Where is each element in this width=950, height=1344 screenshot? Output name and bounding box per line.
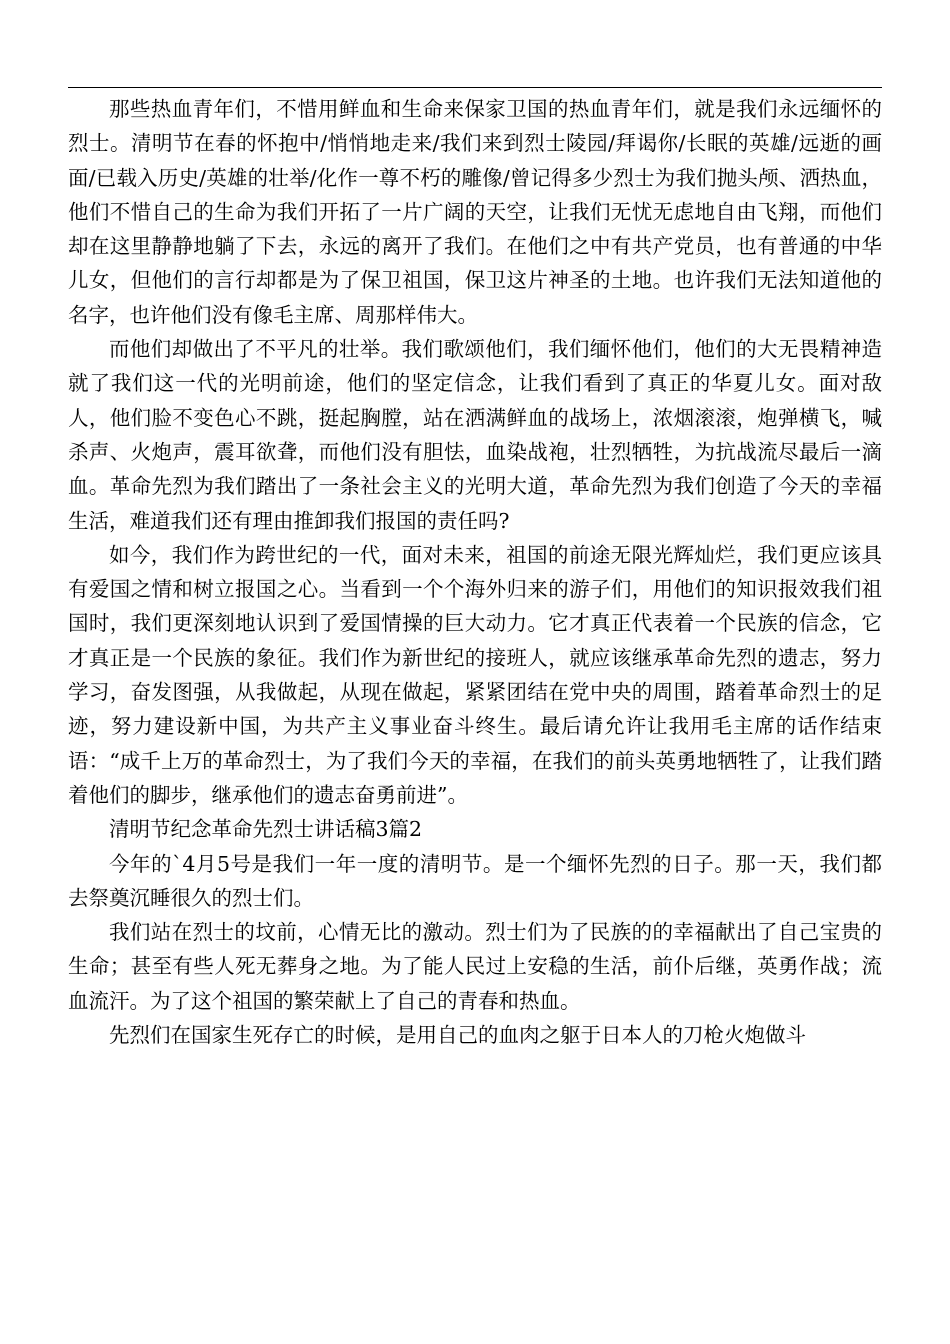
- paragraph: 我们站在烈士的坟前，心情无比的激动。烈士们为了民族的的幸福献出了自己宝贵的生命；甚至有些人死无葬身之地。为了能人民过上安稳的生活，前仆后继，英勇作战；流血流汗。为了这个祖国的繁荣献上了自己的青春和热血。: [68, 920, 882, 1013]
- header-rule: [68, 87, 882, 88]
- paragraph: 今年的`4月5号是我们一年一度的清明节。是一个缅怀先烈的日子。那一天，我们都去祭奠沉睡很久的烈士们。: [68, 851, 882, 910]
- paragraph: 先烈们在国家生死存亡的时候，是用自己的血肉之躯于日本人的刀枪火炮做斗: [109, 1023, 806, 1048]
- document-body: [68, 92, 882, 1052]
- paragraph: 如今，我们作为跨世纪的一代，面对未来，祖国的前途无限光辉灿烂，我们更应该具有爱国之情和树立报国之心。当看到一个个海外归来的游子们，用他们的知识报效我们祖国时，我们更深刻地认识到了爱国情操的巨大动力。它才真正代表着一个民族的信念，它才真正是一个民族的象征。我们作为新世纪的接班人，就应该继承革命先烈的遗志，努力学习，奋发图强，从我做起，从现在做起，紧紧团结在党中央的周围，踏着革命烈士的足迹，努力建设新中国，为共产主义事业奋斗终生。最后请允许让我用毛主席的话作结束语：“成千上万的革命烈士，为了我们今天的幸福，在我们的前头英勇地牺牲了，让我们踏着他们的脚步，继承他们的遗志奋勇前进”。: [68, 542, 882, 807]
- paragraph: 而他们却做出了不平凡的壮举。我们歌颂他们，我们缅怀他们，他们的大无畏精神造就了我们这一代的光明前途，他们的坚定信念，让我们看到了真正的华夏儿女。面对敌人，他们脸不变色心不跳，挺起胸膛，站在洒满鲜血的战场上，浓烟滚滚，炮弹横飞，喊杀声、火炮声，震耳欲聋，而他们没有胆怯，血染战袍，壮烈牺牲，为抗战流尽最后一滴血。革命先烈为我们踏出了一条社会主义的光明大道，革命先烈为我们创造了今天的幸福生活，难道我们还有理由推卸我们报国的责任吗?: [68, 337, 882, 533]
- section-title: 清明节纪念革命先烈士讲话稿3篇2: [109, 817, 423, 842]
- paragraph: 那些热血青年们，不惜用鲜血和生命来保家卫国的热血青年们，就是我们永远缅怀的烈士。清明节在春的怀抱中/悄悄地走来/我们来到烈士陵园/拜谒你/长眠的英雄/远逝的画面/已载入历史/英雄的壮举/化作一尊不朽的雕像/曾记得多少烈士为我们抛头颅、洒热血，他们不惜自己的生命为我们开拓了一片广阔的天空，让我们无忧无虑地自由飞翔，而他们却在这里静静地躺了下去，永远的离开了我们。在他们之中有共产党员，也有普通的中华儿女，但他们的言行却都是为了保卫祖国，保卫这片神圣的土地。也许我们无法知道他的名字，也许他们没有像毛主席、周那样伟大。: [68, 97, 882, 327]
